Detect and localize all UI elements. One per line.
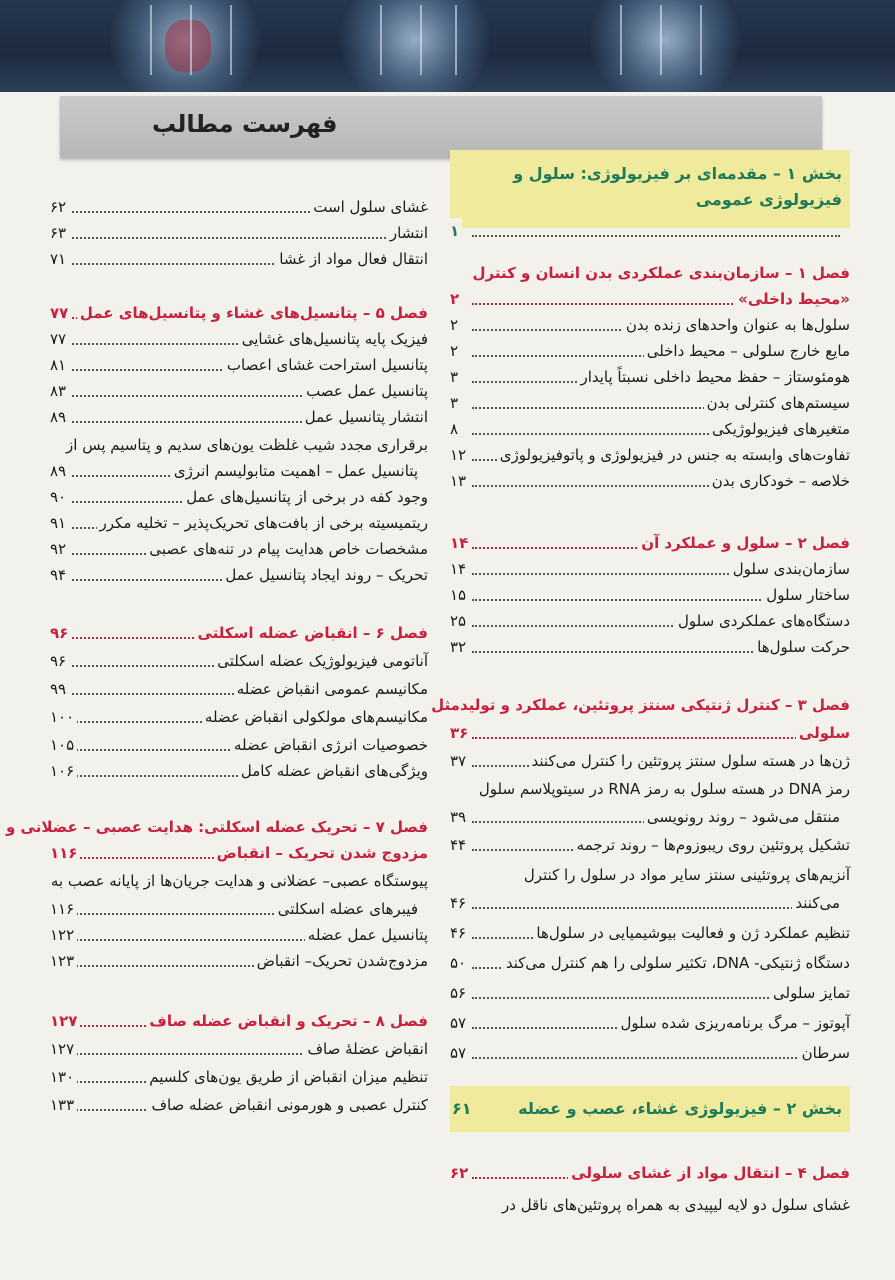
part1-page-line[interactable] bbox=[450, 218, 850, 244]
ch6-title: فصل ۶ – انقباض عضله اسکلتی bbox=[194, 620, 428, 646]
entry-text: پتانسیل عمل – اهمیت متابولیسم انرژی bbox=[171, 458, 428, 484]
page-number: ۸ bbox=[450, 416, 461, 442]
entry-text: پتانسیل عمل عصب bbox=[303, 378, 428, 404]
toc-entry[interactable] bbox=[50, 510, 428, 536]
toc-entry[interactable] bbox=[450, 468, 850, 494]
entry-text: تفاوت‌های وابسته به جنس در فیزیولوژی و پاتوفیزیولوژی bbox=[497, 442, 850, 468]
page-number: ۶۲ bbox=[50, 194, 69, 220]
toc-entry[interactable] bbox=[50, 676, 428, 702]
page-number: ۹۶ bbox=[50, 648, 69, 674]
part1-box bbox=[450, 150, 850, 228]
entry-text: ساختار سلول bbox=[763, 582, 850, 608]
entry-text: هومئوستاز – حفظ محیط داخلی نسبتاً پایدار bbox=[577, 364, 850, 390]
entry-text: آناتومی فیزیولوژیک عضله اسکلتی bbox=[214, 648, 428, 674]
part1-title: بخش ۱ – مقدمه‌ای بر فیزیولوژی: سلول و bbox=[513, 164, 842, 183]
page-number: ۹۶ bbox=[50, 620, 71, 646]
entry-text: مزدوج‌شدن تحریک– انقباض bbox=[254, 948, 428, 974]
entry-text: ریتمیسیته برخی از بافت‌های تحریک‌پذیر – تخلیه مکرر bbox=[97, 510, 428, 536]
ch1-heading-line2[interactable] bbox=[450, 286, 850, 312]
toc-entry[interactable] bbox=[450, 832, 850, 858]
entry-text: انتقال فعال مواد از غشا bbox=[276, 246, 428, 272]
page-number: ۱۲۷ bbox=[50, 1008, 80, 1034]
toc-entry[interactable] bbox=[50, 404, 428, 430]
entry-text: انقباض عضلهٔ صاف bbox=[304, 1036, 428, 1062]
toc-entry[interactable] bbox=[450, 804, 850, 830]
page-number: ۱۲۷ bbox=[50, 1036, 77, 1062]
page-number: ۸۹ bbox=[50, 458, 69, 484]
page-number: ۱۳۰ bbox=[50, 1064, 77, 1090]
ch5-heading[interactable] bbox=[50, 300, 428, 326]
toc-entry-wrap bbox=[50, 868, 428, 894]
page-number: ۲ bbox=[450, 286, 462, 312]
toc-entry[interactable] bbox=[50, 536, 428, 562]
toc-entry[interactable] bbox=[450, 1040, 850, 1066]
page-number: ۱۱۶ bbox=[50, 896, 77, 922]
page-number: ۸۱ bbox=[50, 352, 69, 378]
toc-entry-wrap bbox=[450, 862, 850, 888]
page-number: ۸۳ bbox=[50, 378, 69, 404]
ch1-title: فصل ۱ – سازمان‌بندی عملکردی بدن انسان و کنترل bbox=[470, 260, 850, 286]
toc-entry[interactable] bbox=[50, 194, 428, 220]
ch2-heading[interactable] bbox=[450, 530, 850, 556]
entry-text: غشای سلول است bbox=[310, 194, 428, 220]
page-number: ۴۴ bbox=[450, 832, 469, 858]
ch7-heading[interactable] bbox=[5, 814, 428, 840]
page-number: ۶۲ bbox=[450, 1160, 471, 1186]
toc-entry[interactable] bbox=[450, 338, 850, 364]
toc-entry[interactable] bbox=[50, 896, 428, 922]
toc-entry[interactable] bbox=[50, 378, 428, 404]
toc-entry[interactable] bbox=[50, 484, 428, 510]
page-number: ۳ bbox=[450, 390, 461, 416]
page-number: ۹۴ bbox=[50, 562, 69, 588]
page-number: ۹۱ bbox=[50, 510, 69, 536]
entry-text: پیوستگاه عصبی– عضلانی و هدایت جریان‌ها از پایانه عصب به bbox=[48, 868, 428, 894]
entry-text: برقراری مجدد شیب غلظت یون‌های سدیم و پتاسیم پس از bbox=[63, 432, 428, 458]
part2-box[interactable] bbox=[450, 1086, 850, 1132]
ch5-title: فصل ۵ – پتانسیل‌های غشاء و پتانسیل‌های عمل bbox=[77, 300, 428, 326]
page-number: ۱۴ bbox=[450, 530, 471, 556]
toc-entry[interactable] bbox=[450, 312, 850, 338]
toc-entry[interactable] bbox=[50, 758, 428, 784]
entry-text: ویژگی‌های انقباض عضله کامل bbox=[238, 758, 428, 784]
ch7-subtitle: مزدوج شدن تحریک – انقباض bbox=[214, 840, 428, 866]
page-number: ۷۷ bbox=[50, 326, 69, 352]
page-number: ۴۶ bbox=[450, 890, 469, 916]
ch3-title: فصل ۳ – کنترل ژنتیکی سنتز پروتئین، عملکرد و تولیدمثل bbox=[428, 692, 850, 718]
page-number: ۱۰۵ bbox=[50, 732, 77, 758]
toc-entry[interactable] bbox=[450, 748, 850, 774]
entry-text: انتشار پتانسیل عمل bbox=[302, 404, 428, 430]
page-number: ۱۱۶ bbox=[50, 840, 80, 866]
toc-entry[interactable] bbox=[50, 704, 428, 730]
ch1-subtitle: «محیط داخلی» bbox=[735, 286, 850, 312]
toc-entry[interactable] bbox=[50, 562, 428, 588]
toc-entry[interactable] bbox=[50, 922, 428, 948]
ch7-title: فصل ۷ – تحریک عضله اسکلتی: هدایت عصبی – عضلانی و bbox=[3, 814, 428, 840]
toc-entry[interactable] bbox=[50, 1064, 428, 1090]
toc-entry[interactable] bbox=[50, 326, 428, 352]
entry-text: پتانسیل استراحت غشای اعصاب bbox=[224, 352, 428, 378]
page-number: ۳۷ bbox=[450, 748, 469, 774]
toc-entry[interactable] bbox=[450, 556, 850, 582]
page-number: ۱۲ bbox=[450, 442, 469, 468]
ch3-subtitle: سلولی bbox=[796, 720, 850, 746]
entry-text: خصوصیات انرژی انقباض عضله bbox=[231, 732, 428, 758]
toc-entry[interactable] bbox=[50, 1092, 428, 1118]
entry-text: پتانسیل عمل عضله bbox=[305, 922, 428, 948]
entry-text: وجود کفه در برخی از پتانسیل‌های عمل bbox=[183, 484, 428, 510]
page-number: ۵۷ bbox=[450, 1010, 469, 1036]
page-number: ۱۳۳ bbox=[50, 1092, 77, 1118]
toc-entry[interactable] bbox=[450, 980, 850, 1006]
toc-entry[interactable] bbox=[50, 220, 428, 246]
entry-text: سلول‌ها به عنوان واحدهای زنده بدن bbox=[623, 312, 850, 338]
part1-subtitle: فیزیولوژی عمومی bbox=[695, 190, 842, 209]
entry-text: می‌کنند bbox=[792, 890, 850, 916]
toc-entry[interactable] bbox=[450, 442, 850, 468]
page-number: ۵۶ bbox=[450, 980, 469, 1006]
page-number: ۵۰ bbox=[450, 950, 469, 976]
page-number: ۳۹ bbox=[450, 804, 469, 830]
page-number: ۱۳ bbox=[450, 468, 469, 494]
page-number: ۴۶ bbox=[450, 920, 469, 946]
page-number: ۸۹ bbox=[50, 404, 69, 430]
page-number: ۳ bbox=[450, 364, 461, 390]
page-number: ۹۲ bbox=[50, 536, 69, 562]
entry-text: تنظیم میزان انقباض از طریق یون‌های کلسیم bbox=[146, 1064, 428, 1090]
page-number: ۹۹ bbox=[50, 676, 69, 702]
page-number: ۲ bbox=[450, 312, 461, 338]
entry-text: دستگاه‌های عملکردی سلول bbox=[675, 608, 850, 634]
part2-title: بخش ۲ – فیزیولوژی غشاء، عصب و عضله bbox=[518, 1099, 842, 1118]
page-number: ۶۱ bbox=[452, 1099, 472, 1118]
ch6-heading[interactable] bbox=[50, 620, 428, 646]
toc-entry-wrap bbox=[450, 776, 850, 802]
ch4-heading[interactable] bbox=[450, 1160, 850, 1186]
page-number: ۷۷ bbox=[50, 300, 71, 326]
toc-entry[interactable] bbox=[450, 890, 850, 916]
page-title: فهرست مطالب bbox=[152, 110, 338, 138]
page-number: ۱۲۲ bbox=[50, 922, 77, 948]
toc-entry[interactable] bbox=[50, 732, 428, 758]
ch3-heading-line2[interactable] bbox=[450, 720, 850, 746]
entry-text: آپوتوز – مرگ برنامه‌ریزی شده سلول bbox=[617, 1010, 850, 1036]
toc-entry[interactable] bbox=[450, 390, 850, 416]
toc-entry[interactable] bbox=[450, 416, 850, 442]
ch3-heading[interactable] bbox=[431, 692, 850, 718]
page-number: ۷۱ bbox=[50, 246, 69, 272]
toc-entry[interactable] bbox=[50, 458, 428, 484]
ch7-heading-line2[interactable] bbox=[50, 840, 428, 866]
entry-text: ژن‌ها در هسته سلول سنتز پروتئین را کنترل می‌کنند bbox=[529, 748, 850, 774]
entry-text: فیزیک پایه پتانسیل‌های غشایی bbox=[239, 326, 428, 352]
toc-entry[interactable] bbox=[450, 1010, 850, 1036]
ch1-heading[interactable] bbox=[450, 260, 850, 286]
toc-entry[interactable] bbox=[450, 920, 850, 946]
toc-entry-wrap bbox=[50, 432, 428, 458]
entry-text: دستگاه ژنتیکی- DNA، تکثیر سلولی را هم کنترل می‌کند bbox=[503, 950, 850, 976]
ch2-title: فصل ۲ – سلول و عملکرد آن bbox=[638, 530, 850, 556]
entry-text: تحریک – روند ایجاد پتانسیل عمل bbox=[222, 562, 428, 588]
entry-text: منتقل می‌شود – روند رونویسی bbox=[644, 804, 850, 830]
entry-text: سیستم‌های کنترلی بدن bbox=[704, 390, 850, 416]
page-number: ۱۰۶ bbox=[50, 758, 77, 784]
page-number: ۱ bbox=[450, 218, 462, 244]
page-number: ۲۵ bbox=[450, 608, 469, 634]
page-number: ۱۴ bbox=[450, 556, 469, 582]
toc-entry[interactable] bbox=[450, 634, 850, 660]
page-number: ۲ bbox=[450, 338, 461, 364]
ch8-heading[interactable] bbox=[50, 1008, 428, 1034]
ch8-title: فصل ۸ – تحریک و انقباض عضله صاف bbox=[146, 1008, 428, 1034]
entry-text: حرکت سلول‌ها bbox=[754, 634, 850, 660]
page-number: ۱۰۰ bbox=[50, 704, 77, 730]
toc-entry-wrap bbox=[450, 1192, 850, 1218]
page-number: ۱۲۳ bbox=[50, 948, 77, 974]
toc-entry[interactable] bbox=[450, 608, 850, 634]
ch4-title: فصل ۴ – انتقال مواد از غشای سلولی bbox=[568, 1160, 850, 1186]
page-number: ۳۶ bbox=[450, 720, 471, 746]
entry-text: تمایز سلولی bbox=[770, 980, 850, 1006]
entry-text: مایع خارج سلولی – محیط داخلی bbox=[644, 338, 850, 364]
entry-text: تشکیل پروتئین روی ریبوزوم‌ها – روند ترجمه bbox=[574, 832, 850, 858]
page-number: ۹۰ bbox=[50, 484, 69, 510]
entry-text: مکانیسم‌های مولکولی انقباض عضله bbox=[202, 704, 428, 730]
entry-text: سرطان bbox=[799, 1040, 850, 1066]
right-column bbox=[431, 0, 850, 1280]
toc-entry[interactable] bbox=[450, 364, 850, 390]
toc-entry[interactable] bbox=[50, 648, 428, 674]
page-number: ۵۷ bbox=[450, 1040, 469, 1066]
toc-entry[interactable] bbox=[50, 1036, 428, 1062]
entry-text: کنترل عصبی و هورمونی انقباض عضله صاف bbox=[148, 1092, 428, 1118]
entry-text: مشخصات خاص هدایت پیام در تنه‌های عصبی bbox=[146, 536, 428, 562]
page-number: ۳۲ bbox=[450, 634, 469, 660]
toc-entry[interactable] bbox=[450, 950, 850, 976]
entry-text: خلاصه – خودکاری بدن bbox=[709, 468, 850, 494]
page-number: ۶۳ bbox=[50, 220, 69, 246]
toc-entry[interactable] bbox=[50, 246, 428, 272]
entry-text: آنزیم‌های پروتئینی سنتز سایر مواد در سلول را کنترل bbox=[521, 862, 850, 888]
entry-text: مکانیسم عمومی انقباض عضله bbox=[234, 676, 428, 702]
toc-entry[interactable] bbox=[50, 948, 428, 974]
entry-text: متغیرهای فیزیولوژیکی bbox=[709, 416, 850, 442]
left-column bbox=[5, 0, 428, 1280]
entry-text: تنظیم عملکرد ژن و فعالیت بیوشیمیایی در سلول‌ها bbox=[533, 920, 850, 946]
entry-text: سازمان‌بندی سلول bbox=[730, 556, 850, 582]
toc-entry[interactable] bbox=[450, 582, 850, 608]
entry-text: رمز DNA در هسته سلول به رمز RNA در سیتوپلاسم سلول bbox=[476, 776, 850, 802]
toc-entry[interactable] bbox=[50, 352, 428, 378]
page-number: ۱۵ bbox=[450, 582, 469, 608]
entry-text: غشای سلول دو لایه لیپیدی به همراه پروتئین‌های ناقل در bbox=[499, 1192, 850, 1218]
entry-text: فیبرهای عضله اسکلتی bbox=[275, 896, 428, 922]
entry-text: انتشار bbox=[387, 220, 428, 246]
